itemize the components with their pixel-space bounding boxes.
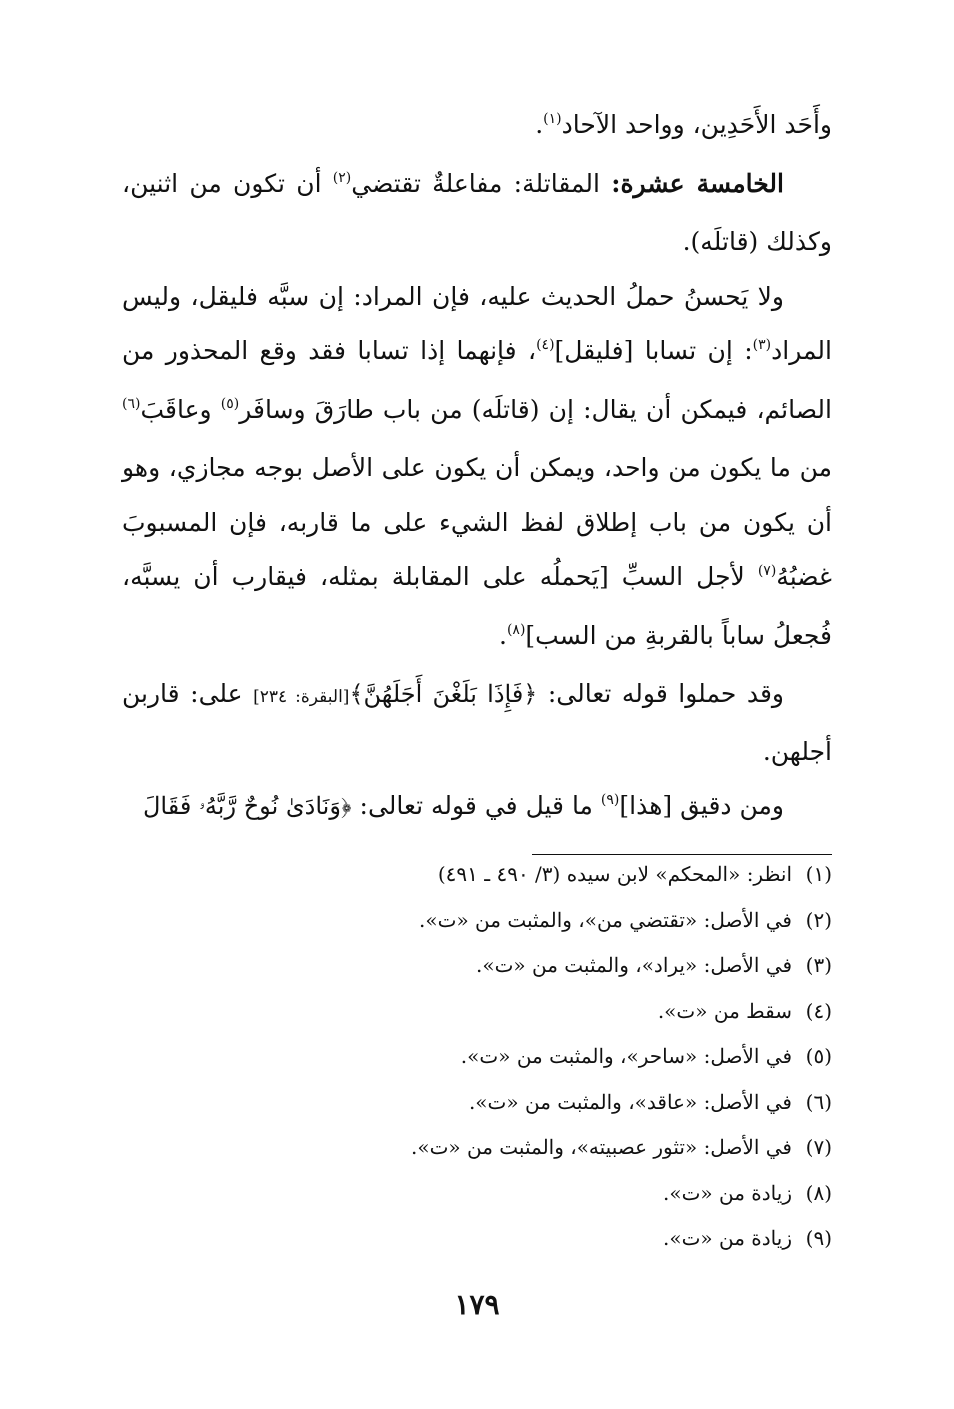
text-run: على: قاربن أجلهن.: [122, 679, 832, 766]
footnote-number: (١): [805, 862, 832, 886]
footnote: [122, 908, 832, 954]
footnote-marker: (٣): [752, 337, 772, 353]
footnote-number: (٦): [805, 1089, 832, 1114]
quran-quote: ﴿فَإِذَا بَلَغْنَ أَجَلَهُنَّ﴾: [349, 680, 538, 708]
text-run: وعاقَبَ: [140, 394, 221, 424]
paragraph: [122, 98, 832, 157]
text-run: ولا يَحسنُ حملُ الحديث عليه، فإن المراد: إن سبَّه فليقل، وليس المراد: [122, 281, 832, 365]
text-run: أن تكون من اثنين، وكذلك (قاتلَه).: [122, 168, 832, 256]
text-run: ما قيل في قوله تعالى:: [351, 791, 601, 820]
footnote-marker: (٥): [220, 395, 240, 412]
footnote-number: (٥): [805, 1044, 832, 1068]
section-heading: الخامسة عشرة:: [611, 168, 784, 198]
quran-quote: ﴿وَنَادَىٰ نُوحٌ رَّبَّهُۥ فَقَالَ: [142, 792, 352, 820]
footnote: [122, 1226, 832, 1272]
text-run: من ما يكون من واحد، ويمكن أن يكون على الأصل بوجه مجازي، وهو أن يكون من باب إطلاق لفظ الشيء على ما قاربه، فإن المسبوبَ غضبُهُ: [122, 453, 832, 591]
paragraph: [122, 157, 832, 270]
footnote-marker: (٧): [757, 563, 777, 579]
footnote-text: في الأصل: «تقتضي من»، والمثبت من «ت».: [419, 907, 792, 932]
footnote: [122, 862, 832, 908]
paragraph: [122, 667, 832, 779]
footnote-text: في الأصل: «تثور عصبيته»، والمثبت من «ت».: [410, 1135, 792, 1159]
footnote-marker: (٢): [332, 169, 352, 186]
text-run: ومن دقيق [هذا]: [619, 791, 784, 820]
paragraph: [122, 270, 832, 668]
footnote: [122, 1090, 832, 1136]
text-run: : إن تسابا [فليقل]: [554, 336, 753, 365]
footnotes-list: [122, 862, 832, 1272]
footnote-text: سقط من «ت».: [657, 998, 792, 1023]
footnote-number: (٨): [805, 1180, 832, 1205]
paragraph: [122, 779, 832, 838]
footnote: [122, 1135, 832, 1181]
footnote-number: (٢): [805, 907, 832, 932]
footnote-marker: (١): [543, 111, 562, 127]
footnote-text: زيادة من «ت».: [662, 1226, 792, 1250]
text-run: ، فإنهما إذا تسابا فقد وقع المحذور من الصائم، فيمكن أن يقال: إن (قاتلَه) من باب طارَقَ وسافَر: [122, 336, 832, 424]
footnote-text: في الأصل: «ساحر»، والمثبت من «ت».: [460, 1044, 792, 1068]
surah-reference: [البقرة: ٢٣٤]: [253, 687, 350, 707]
footnote-marker: (٨): [506, 621, 526, 638]
footnote-text: في الأصل: «يراد»، والمثبت من «ت».: [475, 953, 792, 977]
footnote-text: في الأصل: «عاقد»، والمثبت من «ت».: [468, 1089, 792, 1114]
text-run: وأَحَد الأَحَدِين، وواحد الآحاد: [561, 110, 832, 139]
footnote-text: زيادة من «ت».: [662, 1180, 792, 1205]
footnote-number: (٤): [805, 998, 832, 1023]
page-number: ١٧٩: [454, 1288, 500, 1321]
text-run: .: [498, 620, 507, 650]
footnote-marker: (٩): [600, 792, 620, 808]
main-text: [122, 98, 832, 838]
footnote-number: (٧): [805, 1135, 832, 1159]
footnote-separator: [532, 854, 832, 855]
footnote-number: (٩): [805, 1226, 832, 1250]
text-run: لأجل السبِّ [يَحملُه على المقابلة بمثله، فيقارب أن يسبَّه، فُجعلُ ساباً بالقربةِ من السب]: [122, 562, 832, 650]
text-run: .: [535, 110, 544, 139]
footnote-number: (٣): [805, 953, 832, 977]
footnote: [122, 1044, 832, 1090]
text-run: المقاتلة: مفاعلةٌ تقتضي: [351, 168, 612, 198]
footnote: [122, 999, 832, 1045]
footnote: [122, 953, 832, 999]
footnote-marker: (٤): [536, 337, 555, 353]
text-run: وقد حملوا قوله تعالى:: [537, 679, 785, 708]
footnote: [122, 1181, 832, 1227]
footnote-text: انظر: «المحكم» لابن سيده (٣/ ٤٩٠ ـ ٤٩١): [437, 862, 792, 886]
footnote-marker: (٦): [122, 395, 141, 412]
